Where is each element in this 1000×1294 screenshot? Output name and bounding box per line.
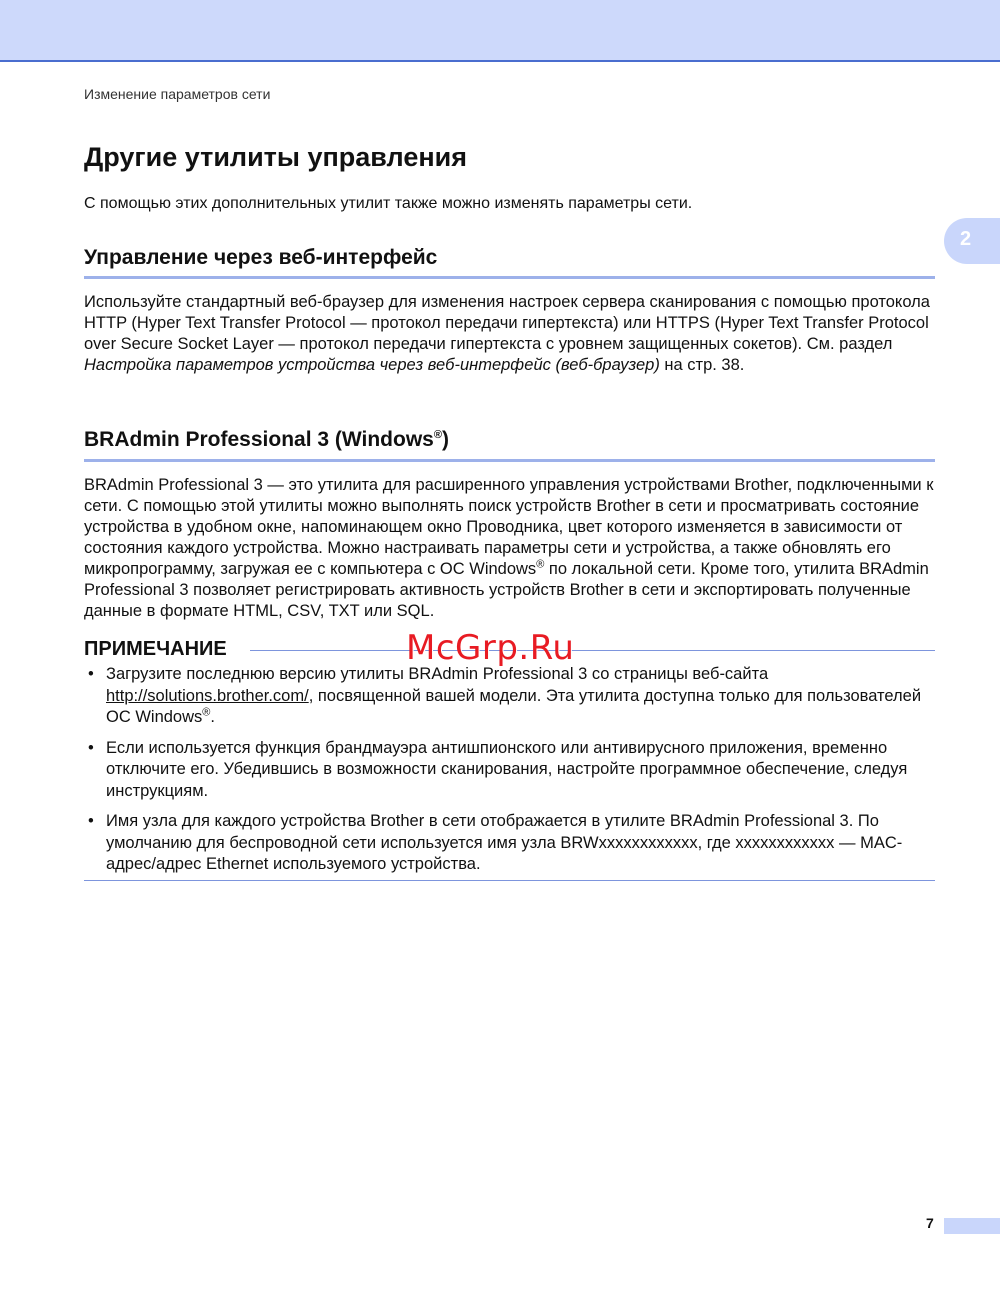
bullet-icon: • — [88, 665, 94, 683]
text-part: Загрузите последнюю версию утилиты BRAdmin Professional 3 со страницы веб-сайта — [106, 665, 769, 683]
text-part: на стр. 38. — [659, 356, 745, 374]
note-rule — [250, 650, 935, 651]
note-bottom-rule — [84, 880, 935, 881]
note-item — [88, 738, 938, 803]
note-item — [88, 811, 938, 876]
text-part: . — [210, 708, 215, 726]
text-part: Имя узла для каждого устройства Brother в сети отображается в утилите BRAdmin Professional 3. По умолчанию для беспроводной сети используется имя узла BRWxxxxxxxxxxxx, где xxxxxxxxxxxx — MAC-адрес/адрес Ethernet используемого устройства. — [106, 812, 903, 873]
page-title: Другие утилиты управления — [84, 142, 467, 172]
cross-reference[interactable]: Настройка параметров устройства через веб-интерфейс (веб-браузер) — [84, 356, 660, 374]
section-bradmin-text — [84, 475, 944, 622]
text-part: Если используется функция брандмауэра антишпионского или антивирусного приложения, временно отключите его. Убедившись в возможности сканирования, настройте программное обеспечение, следуя инструкциям. — [106, 738, 908, 800]
heading-text: BRAdmin Professional 3 (Windows — [84, 428, 434, 451]
watermark: McGrp.Ru — [406, 628, 575, 668]
intro-text: С помощью этих дополнительных утилит также можно изменять параметры сети. — [84, 195, 693, 212]
bullet-icon: • — [88, 738, 94, 757]
bullet-icon: • — [88, 812, 94, 830]
section-rule — [84, 276, 935, 279]
footer-tab — [944, 1218, 1000, 1234]
text-part: BRAdmin Professional 3 — это утилита для расширенного управления устройствами Brother, подключенными к сети. С помощью этой утилиты можно выполнять поиск устройств Brother в сети и просматривать состояние устройства в удобном окне, напоминающем окно Проводника, цвет которого изменяется в зависимости от состояния каждого устройства. Можно настраивать параметры сети и устройства, а также обновлять его микропрограмму, загружая ее с компьютера с ОС Windows — [84, 476, 934, 578]
chapter-tab — [944, 218, 1000, 264]
text-part: Используйте стандартный веб-браузер для изменения настроек сервера сканирования с помощью протокола HTTP (Hyper Text Transfer Protocol — протокол передачи гипертекста) или HTTPS (Hyper Text Transfer Protocol over Secure Socket Layer — протокол передачи гипертекста с уровнем защищенных сокетов). См. раздел — [84, 293, 930, 353]
registered-mark: ® — [202, 706, 211, 719]
section-web-text — [84, 292, 944, 376]
text-part: по локальной сети. Кроме того, утилита BRAdmin Professional 3 позволяет регистрировать активность устройств Brother в сети и экспортировать полученные данные в формате HTML, CSV, TXT или SQL. — [84, 560, 929, 620]
chapter-number: 2 — [960, 228, 972, 250]
heading-text: ) — [441, 428, 449, 451]
section-heading-web: Управление через веб-интерфейс — [84, 246, 438, 269]
running-header: Изменение параметров сети — [84, 86, 271, 102]
note-list — [88, 664, 938, 885]
website-link[interactable]: http://solutions.brother.com/ — [106, 686, 309, 705]
section-heading-bradmin — [84, 428, 449, 452]
registered-mark: ® — [433, 429, 442, 441]
registered-mark: ® — [536, 558, 545, 571]
top-header-band — [0, 0, 1000, 62]
note-item — [88, 664, 938, 729]
page-number: 7 — [926, 1215, 934, 1231]
note-title: ПРИМЕЧАНИЕ — [84, 638, 227, 660]
text-part: , посвященной вашей модели. Эта утилита доступна только для пользователей ОС Windows — [106, 686, 922, 726]
section-rule — [84, 459, 935, 462]
